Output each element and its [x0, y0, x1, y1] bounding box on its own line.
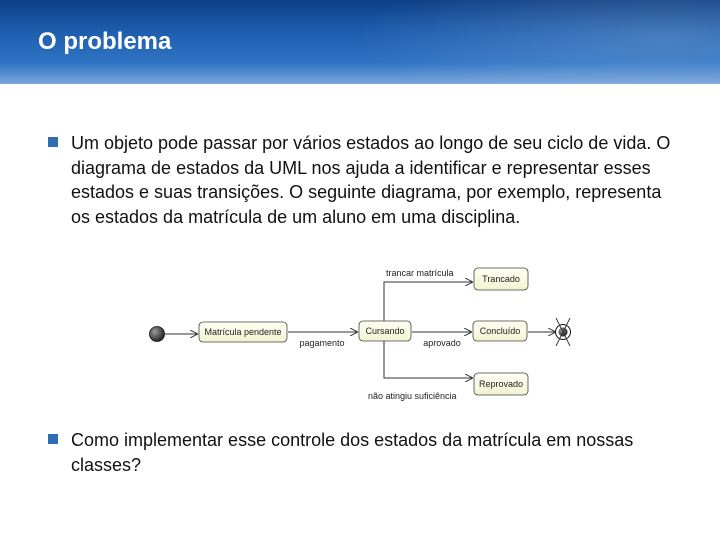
state-reprovado [474, 373, 528, 395]
transition-label-pagamento: pagamento [299, 338, 345, 348]
transition-label-aprovado: aprovado [423, 338, 461, 348]
transition-label-trancar: trancar matrícula [386, 268, 454, 278]
transition-label-nao-atingiu: não atingiu suficiência [368, 391, 457, 401]
state-label-pendente: Matrícula pendente [204, 327, 282, 337]
final-state-node [556, 318, 571, 346]
state-concluido [473, 321, 527, 341]
transition-trancar [384, 282, 472, 321]
state-label-cursando: Cursando [365, 326, 405, 336]
state-label-trancado: Trancado [482, 274, 520, 284]
state-trancado [474, 268, 528, 290]
square-bullet-icon [48, 434, 58, 444]
state-matricula-pendente [199, 322, 287, 342]
initial-state-node [150, 327, 165, 342]
state-label-reprovado: Reprovado [478, 379, 524, 389]
state-label-concluido: Concluído [479, 326, 521, 336]
slide-title: O problema [38, 28, 172, 55]
bullet-text-2: Como implementar esse controle dos estados da matrícula em nossas classes? [71, 430, 634, 475]
bullet-text-1: Um objeto pode passar por vários estados ao longo de seu ciclo de vida. O diagrama de estados da UML nos ajuda a identificar e representar esses estados e suas transições. O seguinte diagrama, por exemplo, representa os estados da matrícula de um aluno em uma disciplina. [71, 133, 671, 227]
state-cursando [359, 321, 411, 341]
